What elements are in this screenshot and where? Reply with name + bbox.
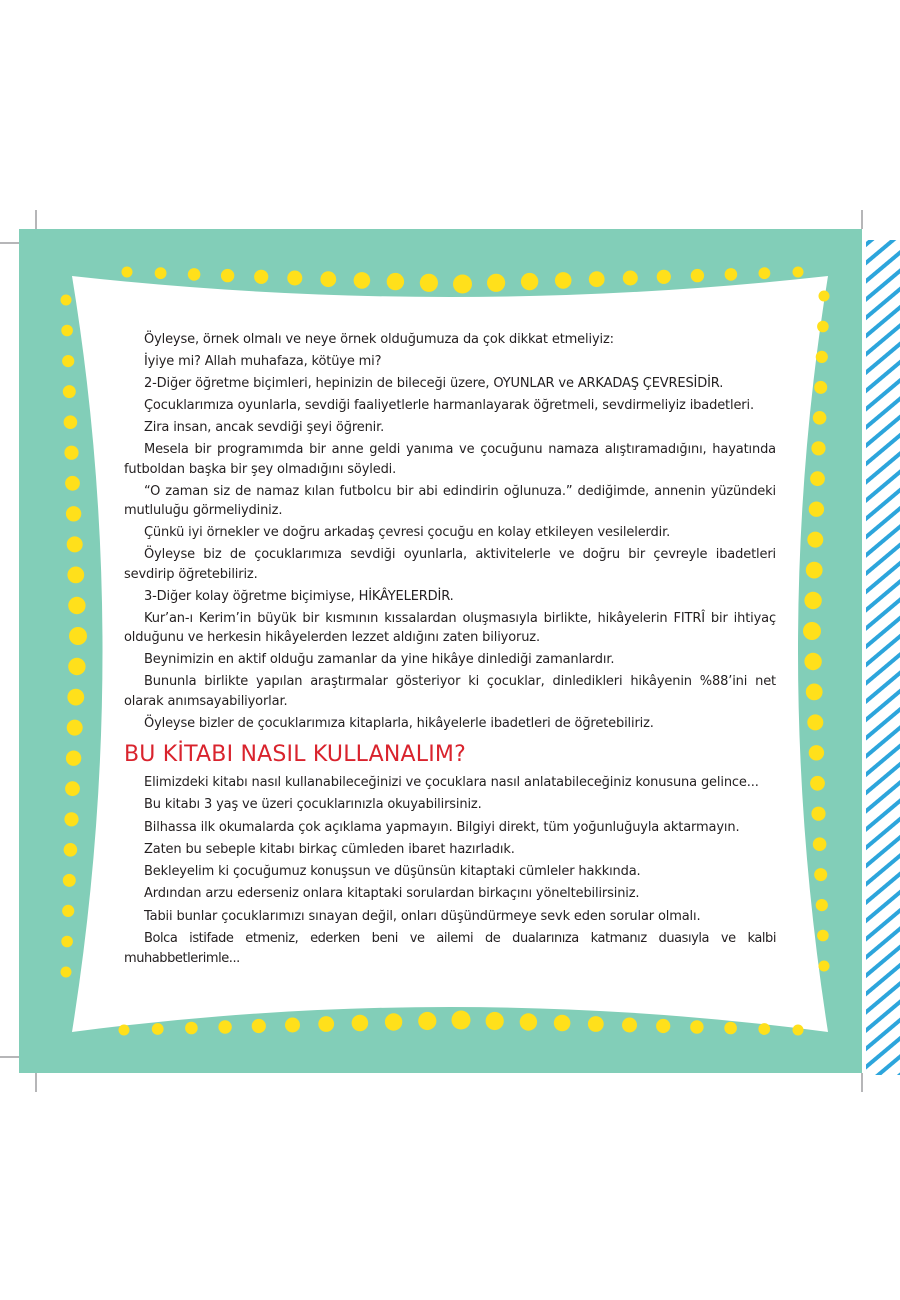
- dot: [814, 868, 827, 881]
- dot: [814, 381, 827, 394]
- dot: [387, 273, 404, 290]
- dot: [63, 874, 76, 887]
- dot: [66, 751, 81, 766]
- dot: [813, 411, 827, 425]
- dot: [65, 781, 80, 796]
- dot: [119, 1025, 130, 1036]
- dot: [68, 658, 85, 675]
- paragraph: 2-Diğer öğretme biçimleri, hepinizin de bileceği üzere, OYUNLAR ve ARKADAŞ ÇEVRESİDİR.: [144, 376, 724, 391]
- paragraph: Öyleyse bizler de çocuklarımıza kitaplarla, hikâyelerle ibadetleri de öğretebiliriz.: [144, 715, 654, 731]
- dot: [623, 271, 638, 286]
- dot: [725, 268, 738, 281]
- dot: [65, 476, 80, 491]
- dot: [67, 689, 84, 706]
- dot: [155, 267, 167, 279]
- dot: [64, 812, 78, 826]
- dot: [555, 272, 572, 289]
- section-heading: BU KİTABI NASIL KULLANALIM?: [124, 742, 466, 767]
- dot: [588, 1016, 604, 1032]
- usage-paragraph: Bilhassa ilk okumalarda çok açıklama yapmayın. Bilgiyi direkt, tüm yoğunluğuyla aktarmayın.: [144, 819, 740, 835]
- dot: [218, 1020, 231, 1033]
- dot: [287, 271, 302, 286]
- dot: [352, 1015, 369, 1032]
- dot: [622, 1018, 637, 1033]
- intro-section: [124, 330, 776, 733]
- dot: [806, 562, 823, 579]
- paragraph: Zira insan, ancak sevdiği şeyi öğrenir.: [144, 420, 385, 435]
- dot: [759, 267, 771, 279]
- dot: [61, 295, 72, 306]
- dot: [807, 714, 823, 730]
- dot: [285, 1018, 300, 1033]
- dot: [810, 776, 825, 791]
- dot: [804, 592, 821, 609]
- usage-section: [124, 773, 776, 968]
- dot: [817, 930, 829, 942]
- dot: [811, 441, 825, 455]
- dot: [67, 720, 83, 736]
- dot: [61, 967, 72, 978]
- dot: [811, 807, 825, 821]
- dot: [807, 532, 823, 548]
- dot: [64, 415, 78, 429]
- dot: [806, 684, 823, 701]
- dot: [68, 597, 85, 614]
- dot: [62, 355, 74, 367]
- dot: [793, 1025, 804, 1036]
- dot: [122, 267, 133, 278]
- usage-paragraph: Ardından arzu ederseniz onlara kitaptaki sorulardan birkaçını yöneltebilirsiniz.: [144, 886, 640, 902]
- usage-paragraph: Tabii bunlar çocuklarımızı sınayan değil, onları düşündürmeye sevk eden sorular olmalı.: [144, 908, 701, 924]
- dot: [385, 1013, 402, 1030]
- dot: [758, 1023, 770, 1035]
- dot: [521, 273, 538, 290]
- usage-paragraph: Zaten bu sebeple kitabı birkaç cümleden ibaret hazırladık.: [144, 841, 515, 857]
- dot: [589, 271, 605, 287]
- dot: [819, 961, 830, 972]
- dot: [816, 351, 828, 363]
- dot: [188, 268, 201, 281]
- dot: [819, 291, 830, 302]
- dot: [809, 502, 824, 517]
- dot: [64, 446, 78, 460]
- dot: [67, 567, 84, 584]
- paragraph: Bununla birlikte yapılan araştırmalar gösteriyor ki çocuklar, dinledikleri hikâyenin %88’ini net olarak anımsayabiliyorlar.: [124, 674, 776, 709]
- paragraph: 3-Diğer kolay öğretme biçimiyse, HİKÂYELERDİR.: [144, 588, 454, 604]
- dot: [69, 627, 87, 645]
- paragraph: İyiye mi? Allah muhafaza, kötüye mi?: [144, 354, 382, 369]
- dot: [452, 1011, 471, 1030]
- dot: [221, 269, 234, 282]
- dot: [486, 1012, 504, 1030]
- dot: [554, 1015, 571, 1032]
- dot: [690, 1020, 703, 1033]
- dot: [817, 321, 829, 333]
- dot: [66, 506, 81, 521]
- dot: [656, 1019, 670, 1033]
- dot: [520, 1013, 537, 1030]
- dot: [813, 837, 827, 851]
- usage-paragraph: Bu kitabı 3 yaş ve üzeri çocuklarınızla okuyabilirsiniz.: [144, 797, 482, 813]
- dot: [657, 270, 671, 284]
- dot: [318, 1016, 334, 1032]
- paragraph: Öyleyse, örnek olmalı ve neye örnek olduğumuza da çok dikkat etmeliyiz:: [144, 332, 614, 347]
- text-area: [124, 330, 776, 971]
- paragraph: Öyleyse biz de çocuklarımıza sevdiği oyunlarla, aktivitelerle ve doğru bir çevreyle ibadetleri sevdirip öğretebiliriz.: [124, 547, 776, 582]
- paragraph: Beynimizin en aktif olduğu zamanlar da yine hikâye dinlediği zamanlardır.: [144, 652, 615, 667]
- dot: [61, 325, 73, 337]
- dot: [61, 936, 73, 948]
- usage-paragraph: Elimizdeki kitabı nasıl kullanabileceğinizi ve çocuklara nasıl anlatabileceğiniz konusuna gelince...: [144, 775, 759, 790]
- dot: [816, 899, 828, 911]
- dot: [254, 270, 268, 284]
- dot: [63, 385, 76, 398]
- dot: [453, 275, 472, 294]
- dot: [185, 1022, 198, 1035]
- dot: [252, 1019, 266, 1033]
- paragraph: Mesela bir programımda bir anne geldi yanıma ve çocuğunu namaza alıştıramadığını, hayatında futboldan başka bir şey olmadığını söyledi.: [124, 442, 776, 477]
- dot: [354, 272, 371, 289]
- dot: [809, 745, 824, 760]
- dot: [320, 271, 336, 287]
- dot: [793, 267, 804, 278]
- dot: [691, 269, 704, 282]
- striped-border: [866, 240, 900, 1075]
- dot: [418, 1012, 436, 1030]
- usage-paragraph: Bekleyelim ki çocuğumuz konuşsun ve düşünsün kitaptaki cümleler hakkında.: [144, 864, 641, 880]
- dot: [420, 274, 438, 292]
- dot: [804, 653, 821, 670]
- dot: [62, 905, 74, 917]
- paragraph: “O zaman siz de namaz kılan futbolcu bir abi edindirin oğlunuza.” dediğimde, annenin yüzündeki mutluluğu görmeliydiniz.: [124, 483, 776, 518]
- dot: [803, 622, 821, 640]
- paragraph: Çocuklarımıza oyunlarla, sevdiği faaliyetlerle harmanlayarak öğretmeli, sevdirmeliyiz ibadetleri.: [144, 398, 754, 413]
- dot: [487, 274, 505, 292]
- paragraph: Çünkü iyi örnekler ve doğru arkadaş çevresi çocuğu en kolay etkileyen vesilelerdir.: [144, 525, 671, 540]
- dot: [152, 1023, 164, 1035]
- dot: [64, 843, 78, 857]
- dot: [810, 471, 825, 486]
- dot: [67, 536, 83, 552]
- paragraph: Kur’an-ı Kerim’in büyük bir kısmının kıssalardan oluşmasıyla birlikte, hikâyelerin FITRÎ bir ihtiyaç olduğunu ve herkesin hikâyelerden lezzet aldığını zaten biliyoruz.: [124, 610, 776, 645]
- dot: [724, 1022, 737, 1035]
- usage-paragraph: Bolca istifade etmeniz, ederken beni ve ailemi de dualarınıza katmanız duasıyla ve kalbi muhabbetlerimle...: [124, 931, 776, 966]
